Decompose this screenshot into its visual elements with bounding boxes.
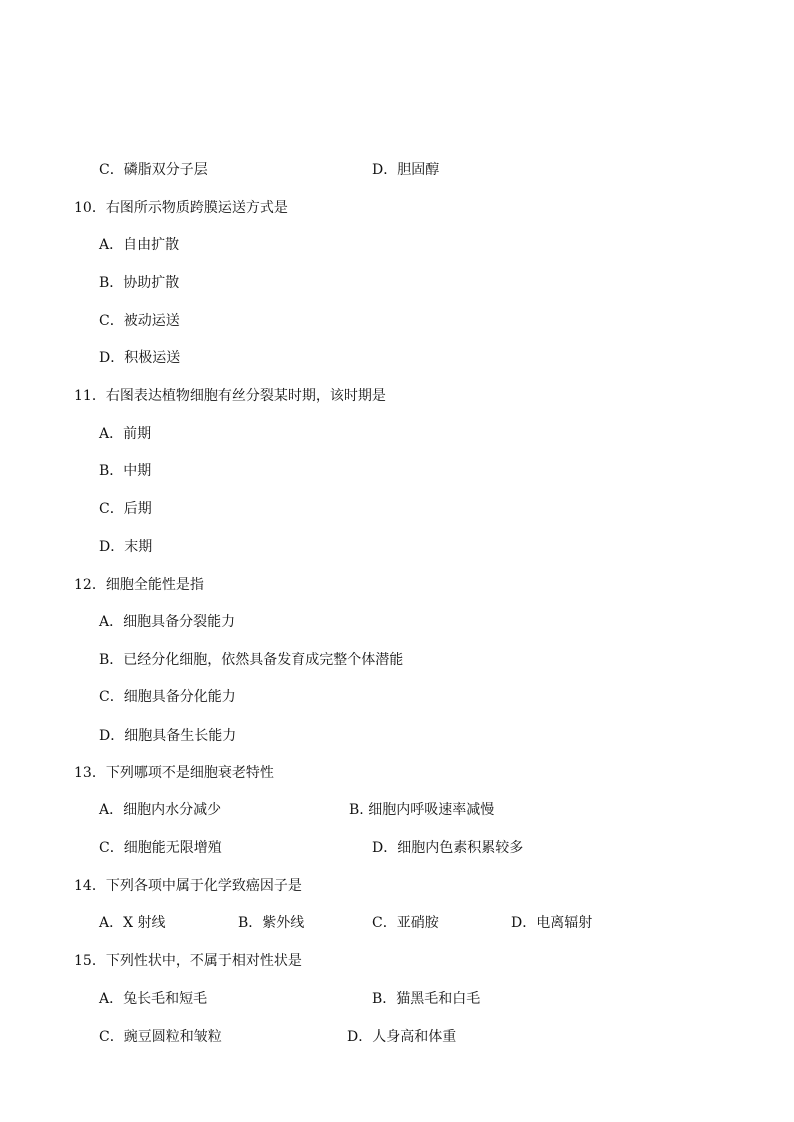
q10-option-c: C．被动运送 bbox=[99, 313, 180, 329]
q15-option-c: C．豌豆圆粒和皱粒 bbox=[99, 1029, 222, 1045]
q9-option-c: C．磷脂双分子层 bbox=[99, 162, 208, 178]
q12-option-b: B．已经分化细胞，依然具备发育成完整个体潜能 bbox=[99, 652, 404, 668]
q13-option-b: B. 细胞内呼吸速率减慢 bbox=[349, 802, 495, 818]
q12-stem: 12．细胞全能性是指 bbox=[74, 577, 204, 593]
q13-option-d: D．细胞内色素积累较多 bbox=[372, 840, 524, 856]
q13-stem: 13．下列哪项不是细胞衰老特性 bbox=[74, 765, 274, 781]
q10-stem: 10．右图所示物质跨膜运送方式是 bbox=[74, 200, 288, 216]
q14-option-a: A．X 射线 bbox=[99, 915, 166, 931]
q10-option-d: D．积极运送 bbox=[99, 350, 181, 366]
q11-option-b: B．中期 bbox=[99, 463, 152, 479]
q14-option-c: C．亚硝胺 bbox=[372, 915, 439, 931]
q14-option-b: B．紫外线 bbox=[238, 915, 305, 931]
q14-option-d: D．电离辐射 bbox=[511, 915, 593, 931]
q10-option-b: B．协助扩散 bbox=[99, 275, 180, 291]
q15-option-a: A．兔长毛和短毛 bbox=[99, 991, 208, 1007]
q11-stem: 11．右图表达植物细胞有丝分裂某时期，该时期是 bbox=[74, 388, 386, 404]
q11-option-d: D．末期 bbox=[99, 539, 153, 555]
q11-option-a: A．前期 bbox=[99, 426, 152, 442]
q12-option-c: C．细胞具备分化能力 bbox=[99, 689, 236, 705]
q14-stem: 14．下列各项中属于化学致癌因子是 bbox=[74, 878, 302, 894]
q9-option-d: D．胆固醇 bbox=[372, 162, 440, 178]
q12-option-d: D．细胞具备生长能力 bbox=[99, 728, 237, 744]
q15-option-d: D．人身高和体重 bbox=[347, 1029, 457, 1045]
q10-option-a: A．自由扩散 bbox=[99, 237, 180, 253]
q15-option-b: B．猫黑毛和白毛 bbox=[372, 991, 481, 1007]
q13-option-c: C．细胞能无限增殖 bbox=[99, 840, 222, 856]
q15-stem: 15．下列性状中，不属于相对性状是 bbox=[74, 953, 302, 969]
q13-option-a: A．细胞内水分减少 bbox=[99, 802, 222, 818]
q12-option-a: A．细胞具备分裂能力 bbox=[99, 614, 236, 630]
q11-option-c: C．后期 bbox=[99, 501, 152, 517]
